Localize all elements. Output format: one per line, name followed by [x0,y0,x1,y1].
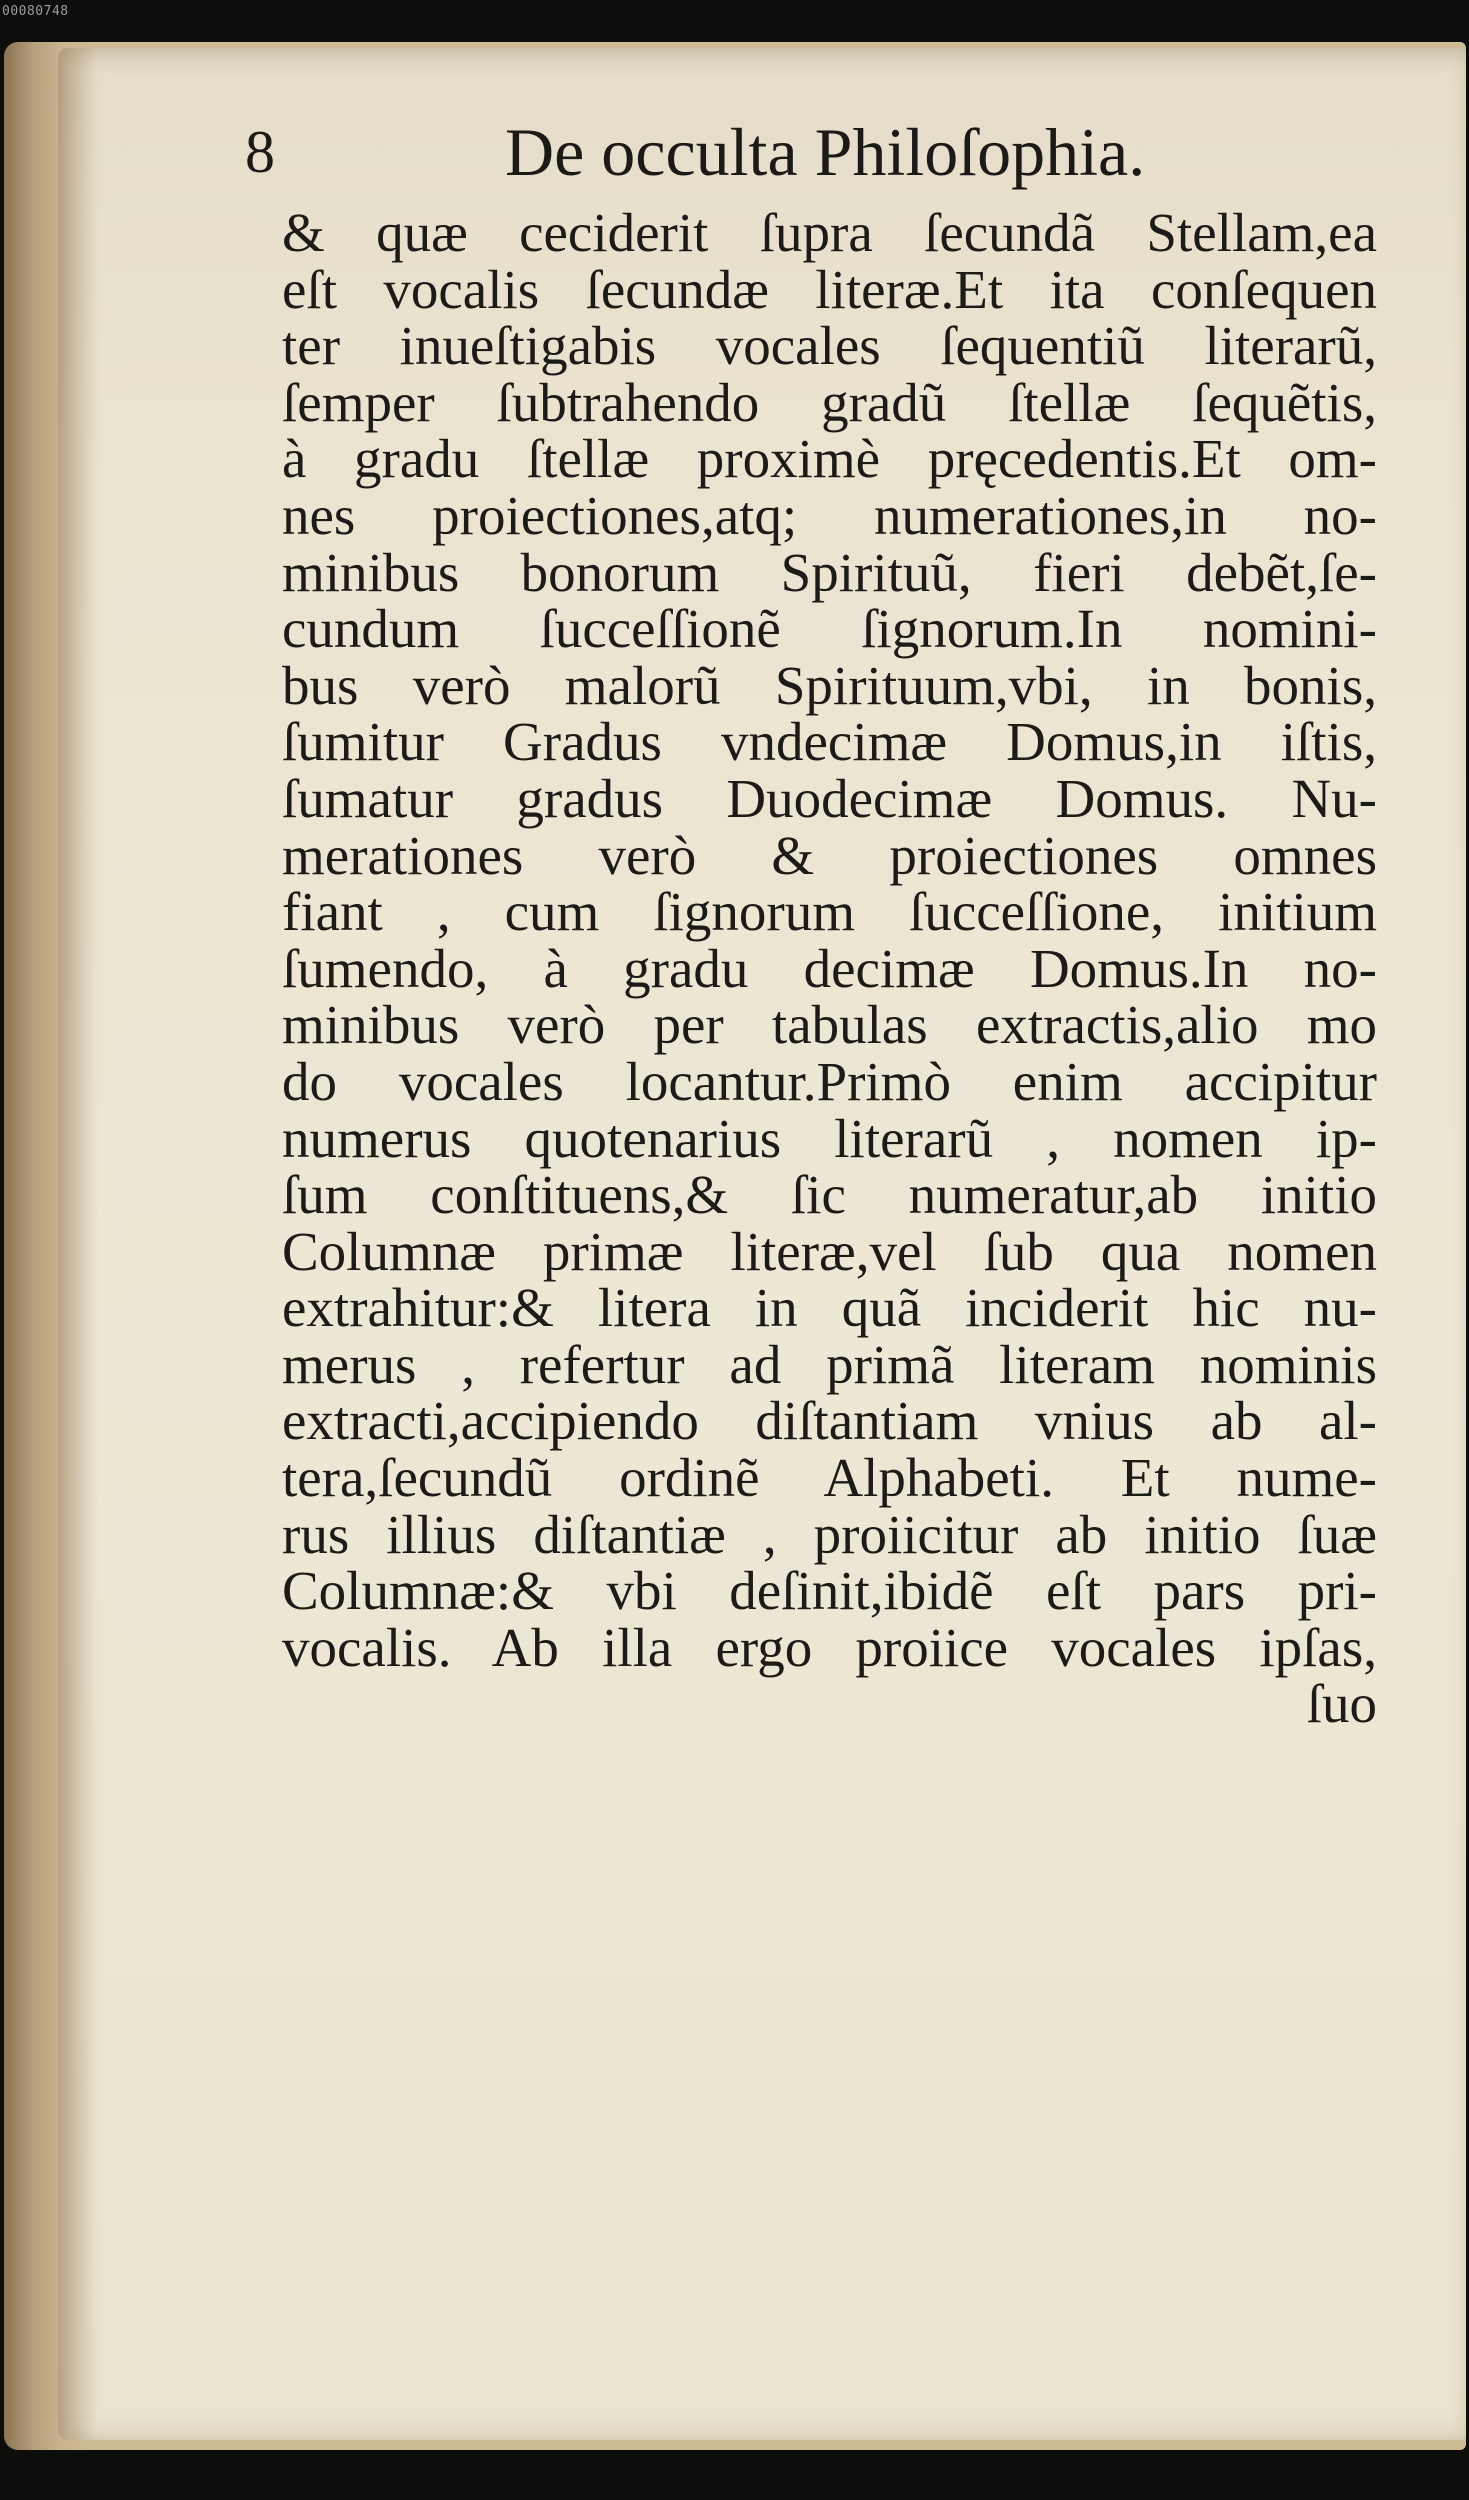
scan-id-label: 00080748 [2,4,69,19]
text-line: cundum ſucceſſionẽ ſignorum.In nomini- [282,598,1377,660]
text-line: ter inueſtigabis vocales ſequentiũ literarũ, [282,315,1377,377]
text-line: & quæ ceciderit ſupra ſecundã Stellam,ea [282,202,1377,263]
text-line: bus verò malorũ Spirituum,vbi, in bonis, [282,654,1377,716]
text-line: à gradu ſtellæ proximè pręcedentis.Et om- [282,428,1377,490]
running-title: De occulta Philoſophia. [505,114,1146,190]
text-line: fiant , cum ſignorum ſucceſſione, initium [282,881,1377,943]
text-line: minibus bonorum Spirituũ, fieri debẽt,ſe- [282,541,1377,603]
text-line: numerus quotenarius literarũ , nomen ip- [282,1107,1377,1169]
text-line: vocalis. Ab illa ergo proiice vocales ipſas, [282,1616,1377,1678]
text-line: rus illius diſtantiæ , proiicitur ab initio ſuæ [282,1503,1377,1565]
text-line: ſum conſtituens,& ſic numeratur,ab initio [282,1164,1377,1226]
text-line: Columnæ:& vbi deſinit,ibidẽ eſt pars pri- [282,1560,1377,1622]
catchword: ſuo [1306,1673,1377,1735]
text-line: ſemper ſubtrahendo gradũ ſtellæ ſequẽtis, [282,371,1377,433]
text-line: merationes verò & proiectiones omnes [282,824,1377,886]
text-line: do vocales locantur.Primò enim accipitur [282,1050,1377,1112]
text-line: nes proiectiones,atq; numerationes,in no- [282,484,1377,546]
text-line: merus , refertur ad primã literam nominis [282,1333,1377,1395]
text-line: ſumatur gradus Duodecimæ Domus. Nu- [282,767,1377,829]
text-line: extracti,accipiendo diſtantiam vnius ab al- [282,1390,1377,1452]
text-line: minibus verò per tabulas extractis,alio mo [282,994,1377,1056]
text-line: eſt vocalis ſecundæ literæ.Et ita conſequen [282,258,1377,320]
text-line: ſumitur Gradus vndecimæ Domus,in iſtis, [282,711,1377,773]
page-header [185,112,1265,192]
text-line: ſumendo, à gradu decimæ Domus.In no- [282,937,1377,999]
page-number: 8 [245,119,275,185]
text-line: Columnæ primæ literæ,vel ſub qua nomen [282,1220,1377,1282]
body-text [282,202,1377,1735]
binding-shadow [58,48,98,2440]
text-line: tera,ſecundũ ordinẽ Alphabeti. Et nume- [282,1447,1377,1509]
text-line: extrahitur:& litera in quã inciderit hic nu- [282,1277,1377,1339]
